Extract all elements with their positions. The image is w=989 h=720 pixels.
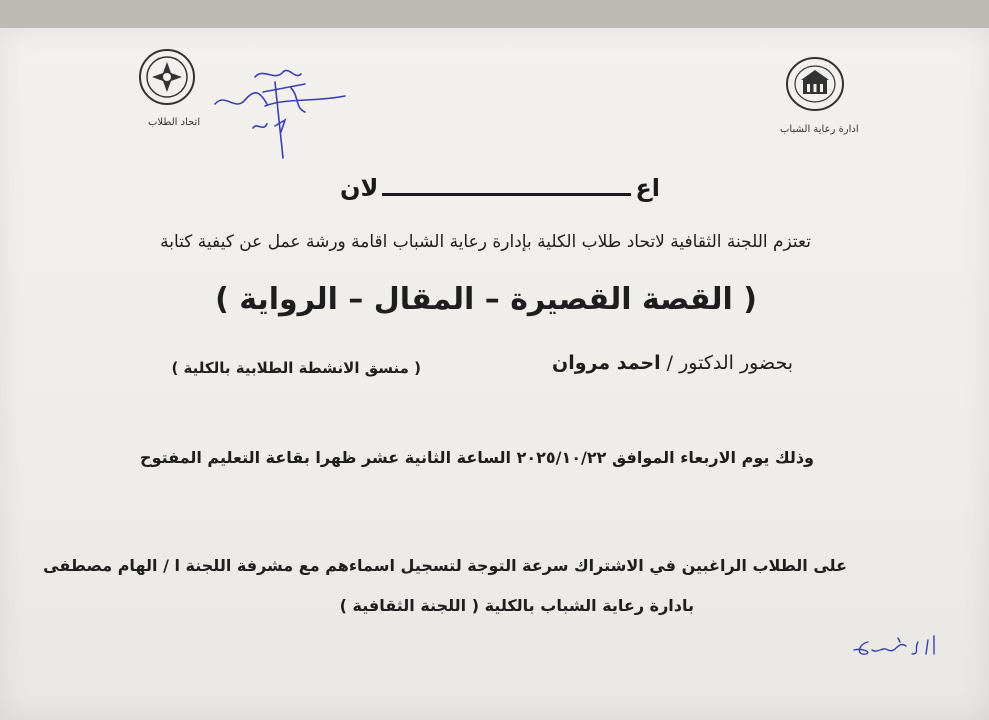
right-org-caption: ادارة رعاية الشباب [780, 124, 859, 135]
presenter-name: احمد مروان [551, 352, 661, 374]
title-kashida-line [382, 193, 631, 196]
university-seal-icon [785, 56, 845, 112]
announcement-title [340, 172, 660, 204]
bottom-signature-icon [848, 632, 940, 662]
registration-call-line-2: بادارة رعاية الشباب بالكلية ( اللجنة الثقافية ) [339, 596, 694, 615]
presenter-role: ( منسق الانشطة الطلابية بالكلية ) [171, 359, 421, 377]
student-union-seal-icon [138, 48, 196, 106]
intro-text: تعتزم اللجنة الثقافية لاتحاد طلاب الكلية بإدارة رعاية الشباب اقامة ورشة عمل عن كيفية كتابة [160, 232, 811, 252]
workshop-topics: ( القصة القصيرة – المقال – الرواية ) [215, 282, 757, 317]
presence-line [552, 352, 793, 374]
left-org-caption: اتحاد الطلاب [148, 117, 201, 128]
handwritten-signature-icon [205, 62, 355, 162]
date-time-venue: وذلك يوم الاربعاء الموافق ٢٠٢٥/١٠/٢٢ الساعة الثانية عشر ظهرا بقاعة التعليم المفتوح [140, 448, 814, 467]
title-end: لان [340, 174, 379, 202]
presence-prefix: بحضور الدكتور / [660, 352, 793, 374]
registration-call-line-1: على الطلاب الراغبين في الاشتراك سرعة التوجة لتسجيل اسماءهم مع مشرفة اللجنة ا / الهام مصطفى [43, 556, 847, 575]
title-start: اع [635, 174, 660, 202]
